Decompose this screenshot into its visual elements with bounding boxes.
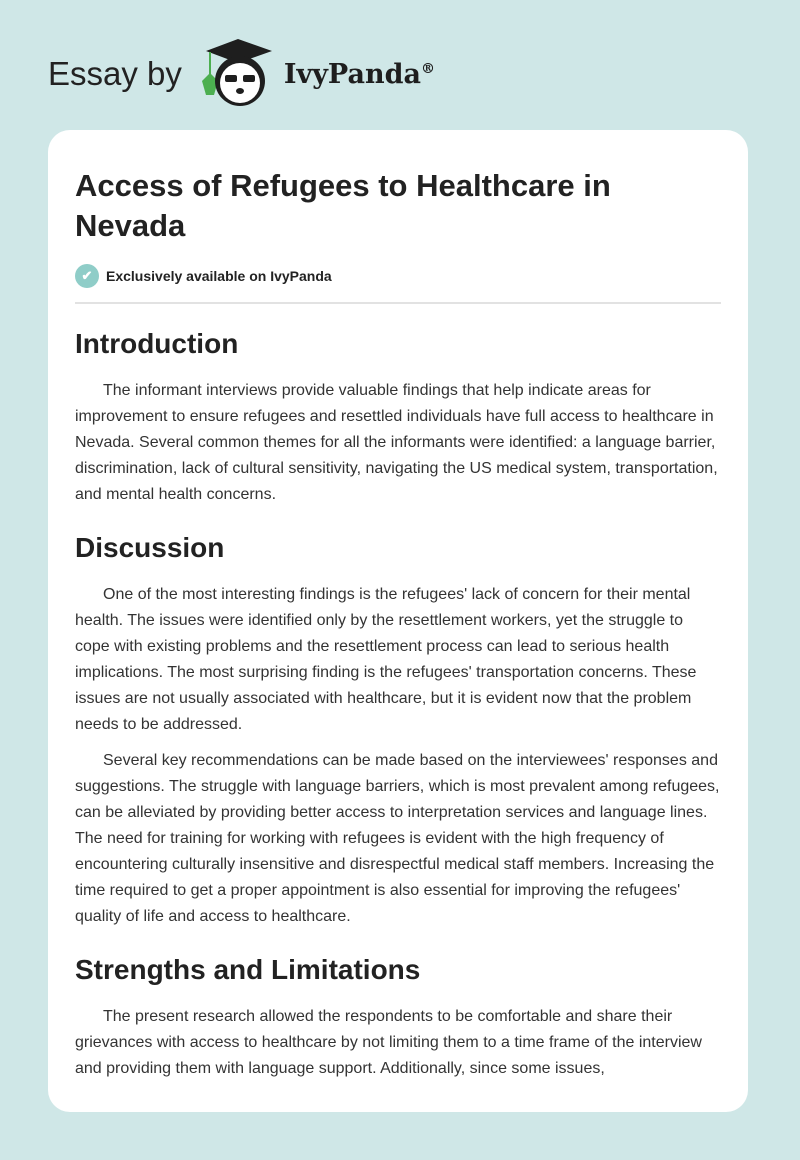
exclusive-label: Exclusively available on IvyPanda — [106, 268, 332, 284]
panda-logo-icon[interactable] — [196, 37, 276, 111]
paragraph: One of the most interesting findings is the refugees' lack of concern for their mental health. The issues were identified only by the resettlement workers, yet the struggle to cope with existing problems and the resettlement process can lead to serious health implications. The most surprising finding is the refugees' transportation concerns. These issues are not usually associated with healthcare, but it is evident now that the problem needs to be addressed. — [75, 586, 697, 733]
check-icon: ✔ — [75, 264, 99, 288]
exclusive-badge — [75, 264, 721, 288]
paragraph: Several key recommendations can be made based on the interviewees' responses and suggestions. The struggle with language barriers, which is most prevalent among refugees, can be alleviated by providing better access to interpretation services and language lines. The need for training for working with refugees is evident with the high frequency of encountering culturally insensitive and disrespectful medical staff members. Increasing the time required to get a proper appointment is also essential for improving the refugees' quality of life and access to healthcare. — [75, 752, 720, 925]
divider — [75, 302, 721, 304]
site-header — [48, 34, 435, 114]
section-heading: Discussion — [75, 532, 225, 563]
brand-name[interactable]: IvyPanda® — [283, 58, 435, 90]
essay-card — [48, 130, 748, 1112]
section-heading: Strengths and Limitations — [75, 954, 421, 985]
paragraph: The informant interviews provide valuable findings that help indicate areas for improvement to ensure refugees and resettled individuals have full access to healthcare in Nevada. Several common themes for all the informants were identified: a language barrier, discrimination, lack of cultural sensitivity, navigating the US medical system, transportation, and mental health concerns. — [75, 382, 718, 503]
essay-title: Access of Refugees to Healthcare in Nevada — [75, 168, 611, 243]
paragraph: The present research allowed the respondents to be comfortable and share their grievances with access to healthcare by not limiting them to a time frame of the interview and providing them with language support. Additionally, since some issues, — [75, 1008, 702, 1077]
essay-by-label: Essay by — [48, 55, 182, 92]
section-heading: Introduction — [75, 328, 239, 359]
